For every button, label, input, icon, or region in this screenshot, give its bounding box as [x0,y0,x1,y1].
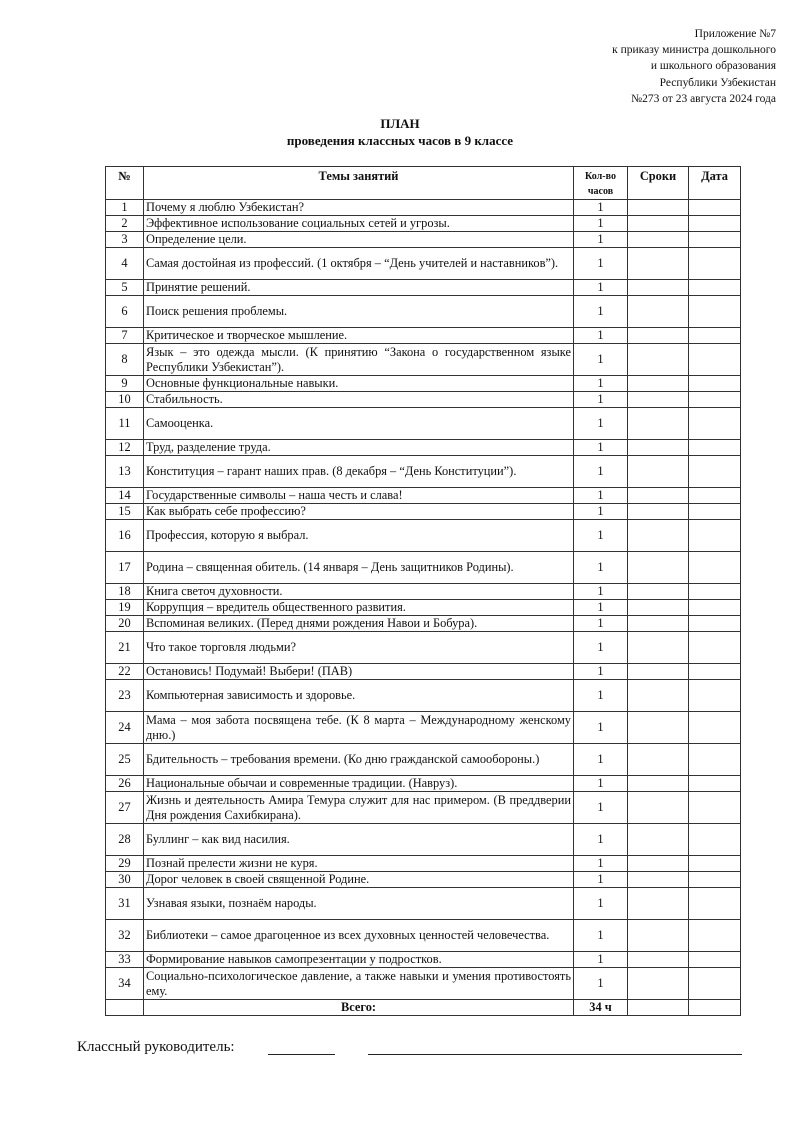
row-topic: Что такое торговля людьми? [144,632,574,664]
row-date-cell [689,952,741,968]
row-terms-cell [628,280,689,296]
total-row [106,1000,741,1016]
row-date-cell [689,376,741,392]
table-row [106,680,741,712]
row-terms-cell [628,776,689,792]
row-topic: Определение цели. [144,232,574,248]
row-date-cell [689,216,741,232]
row-date-cell [689,600,741,616]
row-hours: 1 [574,712,628,744]
annex-block [612,26,776,107]
table-row [106,872,741,888]
row-terms-cell [628,200,689,216]
row-date-cell [689,488,741,504]
row-date-cell [689,232,741,248]
row-topic: Буллинг – как вид насилия. [144,824,574,856]
row-hours: 1 [574,344,628,376]
row-hours: 1 [574,504,628,520]
row-date-cell [689,392,741,408]
row-date-cell [689,616,741,632]
row-topic: Конституция – гарант наших прав. (8 декабря – “День Конституции”). [144,456,574,488]
signature-line [268,1054,335,1055]
row-topic: Компьютерная зависимость и здоровье. [144,680,574,712]
table-row [106,232,741,248]
row-hours: 1 [574,952,628,968]
signature-label: Классный руководитель: [77,1039,235,1055]
row-terms-cell [628,504,689,520]
row-terms-cell [628,888,689,920]
total-date-cell [689,1000,741,1016]
total-empty-cell [106,1000,144,1016]
row-number: 11 [106,408,144,440]
row-terms-cell [628,680,689,712]
table-body [106,200,741,1000]
row-number: 10 [106,392,144,408]
row-terms-cell [628,392,689,408]
row-date-cell [689,824,741,856]
table-row [106,488,741,504]
row-date-cell [689,456,741,488]
table-row [106,296,741,328]
row-topic: Жизнь и деятельность Амира Темура служит для нас примером. (В преддверии Дня рождения Сахибкирана). [144,792,574,824]
row-topic: Почему я люблю Узбекистан? [144,200,574,216]
row-number: 8 [106,344,144,376]
row-topic: Основные функциональные навыки. [144,376,574,392]
total-value: 34 ч [574,1000,628,1016]
row-hours: 1 [574,520,628,552]
row-terms-cell [628,792,689,824]
row-topic: Формирование навыков самопрезентации у подростков. [144,952,574,968]
row-number: 26 [106,776,144,792]
row-hours: 1 [574,664,628,680]
row-topic: Дорог человек в своей священной Родине. [144,872,574,888]
row-date-cell [689,888,741,920]
annex-line: Республики Узбекистан [659,76,776,89]
row-date-cell [689,280,741,296]
table-row [106,584,741,600]
row-topic: Познай прелести жизни не куря. [144,856,574,872]
row-topic: Мама – моя забота посвящена тебе. (К 8 марта – Международному женскому дню.) [144,712,574,744]
row-hours: 1 [574,872,628,888]
row-terms-cell [628,600,689,616]
table-row [106,920,741,952]
row-topic: Национальные обычаи и современные традиции. (Навруз). [144,776,574,792]
row-topic: Вспоминая великих. (Перед днями рождения Навои и Бобура). [144,616,574,632]
row-hours: 1 [574,680,628,712]
row-date-cell [689,344,741,376]
row-terms-cell [628,744,689,776]
table-row [106,344,741,376]
row-hours: 1 [574,232,628,248]
row-terms-cell [628,632,689,664]
row-hours: 1 [574,216,628,232]
row-terms-cell [628,376,689,392]
row-hours: 1 [574,440,628,456]
row-terms-cell [628,232,689,248]
annex-line: Приложение №7 [694,28,776,40]
row-topic: Как выбрать себе профессию? [144,504,574,520]
row-hours: 1 [574,488,628,504]
row-terms-cell [628,872,689,888]
row-topic: Труд, разделение труда. [144,440,574,456]
row-terms-cell [628,408,689,440]
table-row [106,200,741,216]
row-hours: 1 [574,248,628,280]
row-terms-cell [628,856,689,872]
row-topic: Профессия, которую я выбрал. [144,520,574,552]
row-date-cell [689,776,741,792]
row-terms-cell [628,440,689,456]
row-date-cell [689,856,741,872]
row-hours: 1 [574,328,628,344]
signature-name-line [368,1054,742,1055]
row-topic: Язык – это одежда мысли. (К принятию “Закона о государственном языке Республики Узбекистан”). [144,344,574,376]
row-number: 23 [106,680,144,712]
table-header-row [106,167,741,200]
row-hours: 1 [574,776,628,792]
row-number: 28 [106,824,144,856]
table-row [106,280,741,296]
table-row [106,248,741,280]
row-number: 25 [106,744,144,776]
table-row [106,504,741,520]
row-date-cell [689,504,741,520]
table-row [106,600,741,616]
row-hours: 1 [574,552,628,584]
row-number: 29 [106,856,144,872]
row-hours: 1 [574,856,628,872]
row-number: 9 [106,376,144,392]
row-terms-cell [628,712,689,744]
row-date-cell [689,200,741,216]
row-number: 30 [106,872,144,888]
row-terms-cell [628,488,689,504]
annex-line: №273 от 23 августа 2024 года [631,92,776,105]
document-subtitle: проведения классных часов в 9 классе [286,133,514,148]
row-number: 21 [106,632,144,664]
table-row [106,744,741,776]
row-terms-cell [628,920,689,952]
header-date: Дата [689,167,741,200]
table-row [106,552,741,584]
row-date-cell [689,664,741,680]
row-date-cell [689,632,741,664]
total-terms-cell [628,1000,689,1016]
row-hours: 1 [574,632,628,664]
row-date-cell [689,872,741,888]
table-row [106,856,741,872]
row-hours: 1 [574,968,628,1000]
table-row [106,664,741,680]
row-hours: 1 [574,792,628,824]
row-topic: Принятие решений. [144,280,574,296]
row-date-cell [689,920,741,952]
row-hours: 1 [574,920,628,952]
plan-table [105,166,741,1016]
row-hours: 1 [574,600,628,616]
row-terms-cell [628,664,689,680]
table-row [106,952,741,968]
total-label: Всего: [144,1000,574,1016]
row-number: 13 [106,456,144,488]
row-number: 24 [106,712,144,744]
row-number: 7 [106,328,144,344]
row-topic: Коррупция – вредитель общественного развития. [144,600,574,616]
table-row [106,376,741,392]
row-terms-cell [628,616,689,632]
row-terms-cell [628,456,689,488]
row-date-cell [689,680,741,712]
row-topic: Государственные символы – наша честь и слава! [144,488,574,504]
header-hours: Кол-во часов [574,167,628,200]
row-topic: Бдительность – требования времени. (Ко дню гражданской самообороны.) [144,744,574,776]
row-number: 14 [106,488,144,504]
row-topic: Поиск решения проблемы. [144,296,574,328]
row-number: 19 [106,600,144,616]
row-number: 18 [106,584,144,600]
row-hours: 1 [574,456,628,488]
row-terms-cell [628,216,689,232]
row-topic: Остановись! Подумай! Выбери! (ПАВ) [144,664,574,680]
row-topic: Критическое и творческое мышление. [144,328,574,344]
row-terms-cell [628,296,689,328]
row-number: 15 [106,504,144,520]
table-row [106,824,741,856]
table-row [106,328,741,344]
row-hours: 1 [574,296,628,328]
row-hours: 1 [574,888,628,920]
row-date-cell [689,520,741,552]
table-row [106,456,741,488]
row-date-cell [689,792,741,824]
row-number: 3 [106,232,144,248]
table-row [106,216,741,232]
row-topic: Родина – священная обитель. (14 января – День защитников Родины). [144,552,574,584]
row-date-cell [689,968,741,1000]
row-topic: Эффективное использование социальных сетей и угрозы. [144,216,574,232]
table-row [106,440,741,456]
table-row [106,968,741,1000]
table-row [106,520,741,552]
row-topic: Библиотеки – самое драгоценное из всех духовных ценностей человечества. [144,920,574,952]
row-date-cell [689,440,741,456]
row-terms-cell [628,344,689,376]
annex-line: к приказу министра дошкольного [612,44,776,57]
row-topic: Социально-психологическое давление, а также навыки и умения противостоять ему. [144,968,574,1000]
row-terms-cell [628,952,689,968]
row-number: 12 [106,440,144,456]
row-number: 1 [106,200,144,216]
row-hours: 1 [574,392,628,408]
header-topic: Темы занятий [144,167,574,200]
row-date-cell [689,712,741,744]
row-date-cell [689,744,741,776]
row-hours: 1 [574,616,628,632]
row-number: 20 [106,616,144,632]
row-hours: 1 [574,744,628,776]
row-terms-cell [628,328,689,344]
row-number: 27 [106,792,144,824]
row-date-cell [689,552,741,584]
table-row [106,616,741,632]
row-hours: 1 [574,408,628,440]
table-row [106,712,741,744]
row-number: 16 [106,520,144,552]
row-number: 17 [106,552,144,584]
table-row [106,888,741,920]
row-hours: 1 [574,824,628,856]
row-terms-cell [628,248,689,280]
table-row [106,776,741,792]
row-hours: 1 [574,376,628,392]
row-terms-cell [628,968,689,1000]
table-row [106,392,741,408]
row-topic: Самая достойная из профессий. (1 октября – “День учителей и наставников”). [144,248,574,280]
row-topic: Стабильность. [144,392,574,408]
row-number: 31 [106,888,144,920]
document-title: ПЛАН [380,116,420,131]
row-hours: 1 [574,280,628,296]
table-row [106,792,741,824]
row-number: 34 [106,968,144,1000]
row-date-cell [689,248,741,280]
row-date-cell [689,296,741,328]
row-date-cell [689,584,741,600]
table-row [106,632,741,664]
header-num: № [106,167,144,200]
row-terms-cell [628,520,689,552]
row-date-cell [689,328,741,344]
row-number: 4 [106,248,144,280]
row-number: 6 [106,296,144,328]
row-hours: 1 [574,584,628,600]
row-number: 22 [106,664,144,680]
row-topic: Узнавая языки, познаём народы. [144,888,574,920]
row-terms-cell [628,584,689,600]
annex-line: и школьного образования [650,60,776,73]
row-number: 33 [106,952,144,968]
row-date-cell [689,408,741,440]
header-terms: Сроки [628,167,689,200]
row-number: 32 [106,920,144,952]
row-terms-cell [628,824,689,856]
row-hours: 1 [574,200,628,216]
row-terms-cell [628,552,689,584]
row-topic: Самооценка. [144,408,574,440]
row-number: 5 [106,280,144,296]
table-row [106,408,741,440]
row-topic: Книга светоч духовности. [144,584,574,600]
row-number: 2 [106,216,144,232]
